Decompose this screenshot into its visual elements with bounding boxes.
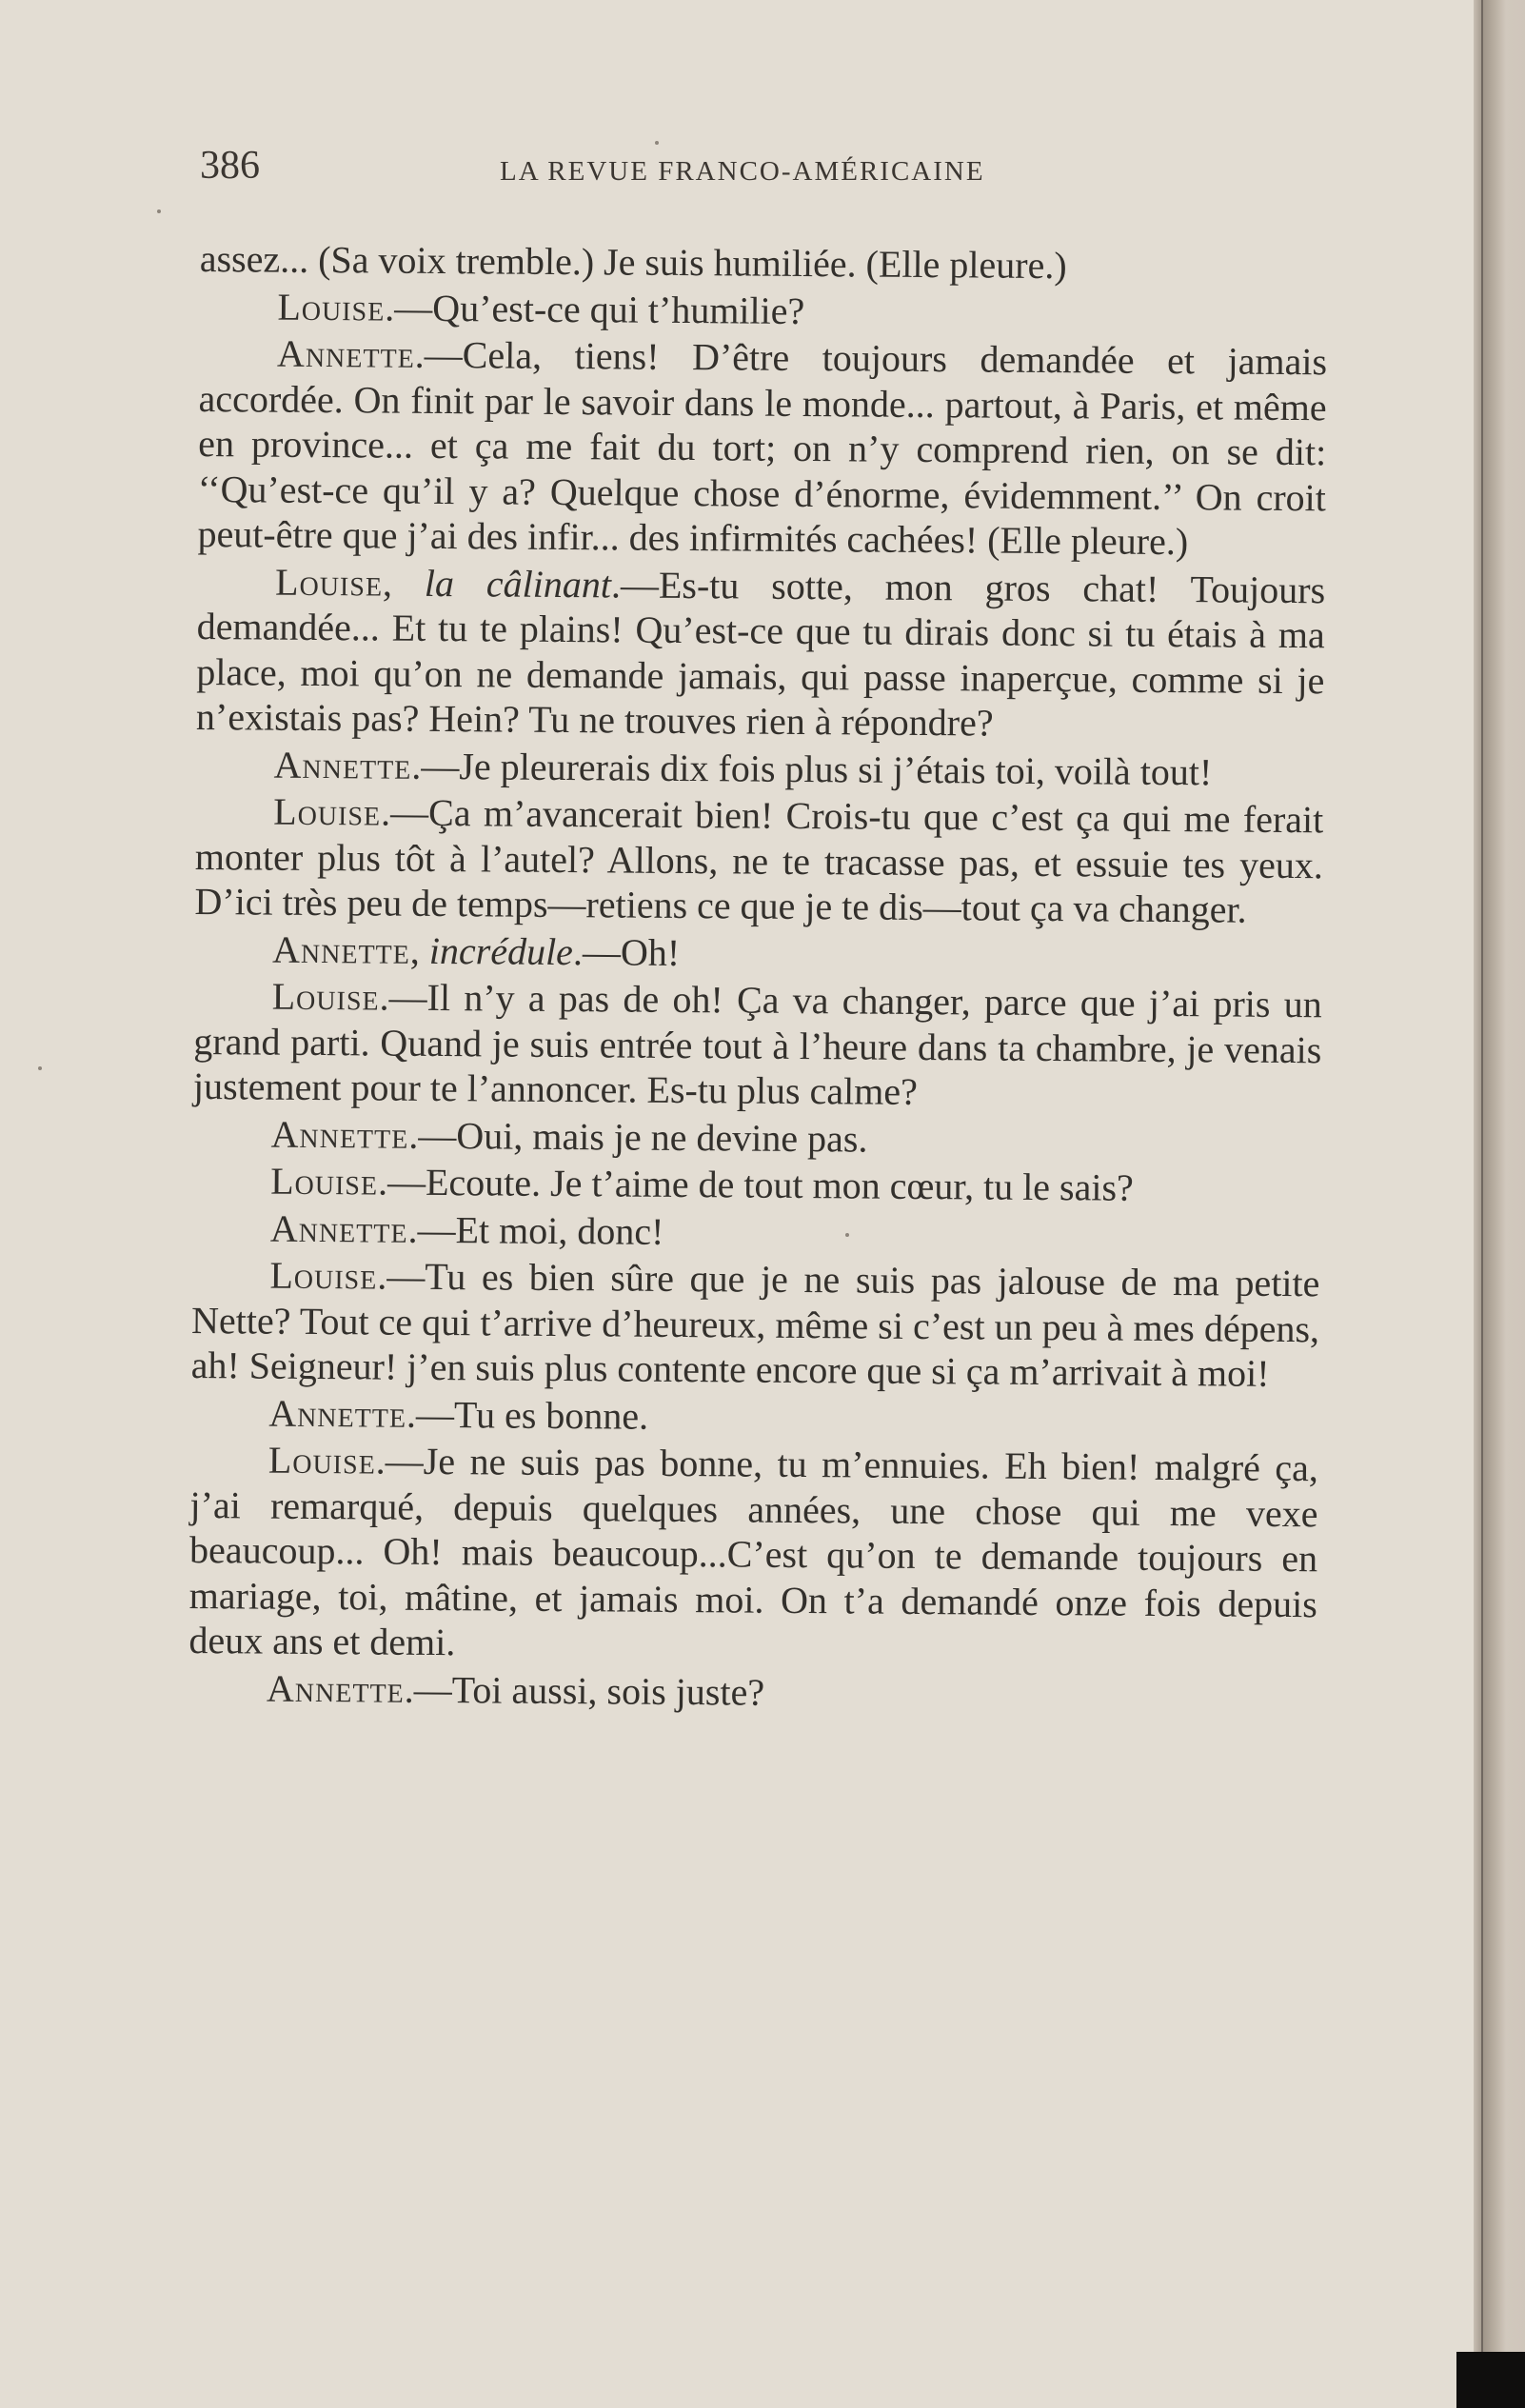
paragraph-text: .—Tu es bien sûre que je ne suis pas jalouse de ma petite Nette? Tout ce qui t’arrive d’heureux, même si c’est un peu à mes dépens, ah! Seigneur! j’en suis plus contente encore que si ça m’arrivait à moi! [190, 1254, 1320, 1395]
speaker-name: Annette [268, 1391, 407, 1436]
speaker-name: Annette [266, 1666, 405, 1711]
stage-direction: la câlinant [424, 561, 612, 606]
paragraph [191, 1252, 1320, 1397]
paper-speck [38, 1066, 42, 1070]
running-title: LA REVUE FRANCO-AMÉRICAINE [500, 156, 985, 187]
paragraph [193, 973, 1322, 1118]
paragraph-text: .—Je pleurerais dix fois plus si j’étais toi, voilà tout! [411, 744, 1213, 793]
speaker-name: Louise [271, 974, 380, 1019]
paragraph-text: .—Oh! [572, 929, 681, 974]
speaker-name: Louise [267, 1438, 376, 1483]
paragraph-text: .—Es-tu sotte, mon gros chat! Toujours demandée... Et tu te plains! Qu’est-ce que tu dirais donc si tu étais à ma place, moi qu’on ne demande jamais, qui passe inaperçue, comme si je n’existais pas? Hein? Tu ne trouves rien à répondre? [195, 562, 1326, 745]
paragraph-text: .—Qu’est-ce qui t’humilie? [385, 286, 805, 332]
paragraph [190, 1389, 1318, 1443]
speaker-name: Louise [274, 560, 384, 605]
paragraph [192, 1204, 1320, 1259]
stage-direction: incrédule [428, 928, 574, 973]
paragraph [188, 1437, 1318, 1672]
paragraph-text: .—Ecoute. Je t’aime de tout mon cœur, tu le sais? [377, 1160, 1134, 1209]
speaker-name: Annette [276, 331, 415, 376]
paragraph-text: .—Et moi, donc! [407, 1207, 664, 1253]
speaker-name: Louise [273, 789, 382, 834]
paragraph [188, 1664, 1317, 1719]
page-edge-line [1481, 0, 1483, 2408]
paragraph: Louise, la câlinant.—Es-tu sotte, mon gros chat! Toujours demandée... Et tu te plains! Qu’est-ce que tu dirais donc si tu étais à ma place, moi qu’on ne demande jamais, qui passe inaperçue, comme si je n’existais pas? Hein? Tu ne trouves rien à répondre? [195, 560, 1326, 745]
paragraph [192, 1158, 1320, 1212]
page-header [0, 143, 1480, 200]
dialogue-text [188, 236, 1328, 1721]
paragraph-text: .—Oui, mais je ne devine pas. [408, 1113, 868, 1161]
paragraph [197, 330, 1327, 566]
paragraph [192, 1110, 1320, 1164]
paragraph-text: .—Toi aussi, sois juste? [404, 1667, 765, 1714]
paragraph [195, 741, 1323, 795]
paper-speck [655, 141, 659, 145]
speaker-name: Annette [269, 1206, 408, 1251]
speaker-name: Annette [270, 1112, 409, 1157]
paragraph [194, 788, 1323, 933]
paragraph [200, 236, 1328, 290]
page-number: 386 [200, 144, 260, 188]
paper-speck [845, 1233, 849, 1237]
speaker-name: Louise [270, 1159, 379, 1204]
paragraph-text: .—Ça m’avancerait bien! Crois-tu que c’est ça qui me ferait monter plus tôt à l’autel? Allons, ne te tracasse pas, et essuie tes yeux. D’ici très peu de temps—retiens ce que je te dis—tout ça va changer. [194, 790, 1324, 931]
paragraph-text: .—Cela, tiens! D’être toujours demandée et jamais accordée. On finit par le savoir dans le monde... partout, à Paris, et même en province... et ça me fait du tort; on n’y comprend rien, on se dit: ‘‘Qu’est-ce qu’il y a? Quelque chose d’énorme, évidemment.’’ On croit peut-être que j’ai des infir... des infirmités cachées! (Elle pleure.) [197, 332, 1328, 564]
paragraph-text: .—Tu es bonne. [406, 1392, 649, 1438]
paragraph [199, 283, 1327, 337]
paragraph-text: assez... (Sa voix tremble.) Je suis humiliée. (Elle pleure.) [199, 236, 1067, 288]
speaker-name: Louise [269, 1253, 378, 1298]
paragraph: Annette, incrédule.—Oh! [271, 927, 681, 974]
scan-corner [1456, 2352, 1525, 2408]
paragraph-text: .—Je ne suis pas bonne, tu m’ennuies. Eh bien! malgré ça, j’ai remarqué, depuis quelques années, une chose qui me vexe beaucoup... Oh! mais beaucoup...C’est qu’on te demande toujours en mariage, toi, mâtine, et jamais moi. On t’a demandé onze fois depuis deux ans et demi. [188, 1439, 1319, 1664]
paper-speck [157, 209, 161, 213]
paragraph-text: .—Il n’y a pas de oh! Ça va changer, parce que j’ai pris un grand parti. Quand je suis entrée tout à l’heure dans ta chambre, je venais justement pour te l’annoncer. Es-tu plus calme? [192, 975, 1322, 1113]
speaker-name: Annette [273, 743, 412, 787]
speaker-name: Annette [271, 927, 411, 972]
speaker-name: Louise [277, 285, 386, 329]
